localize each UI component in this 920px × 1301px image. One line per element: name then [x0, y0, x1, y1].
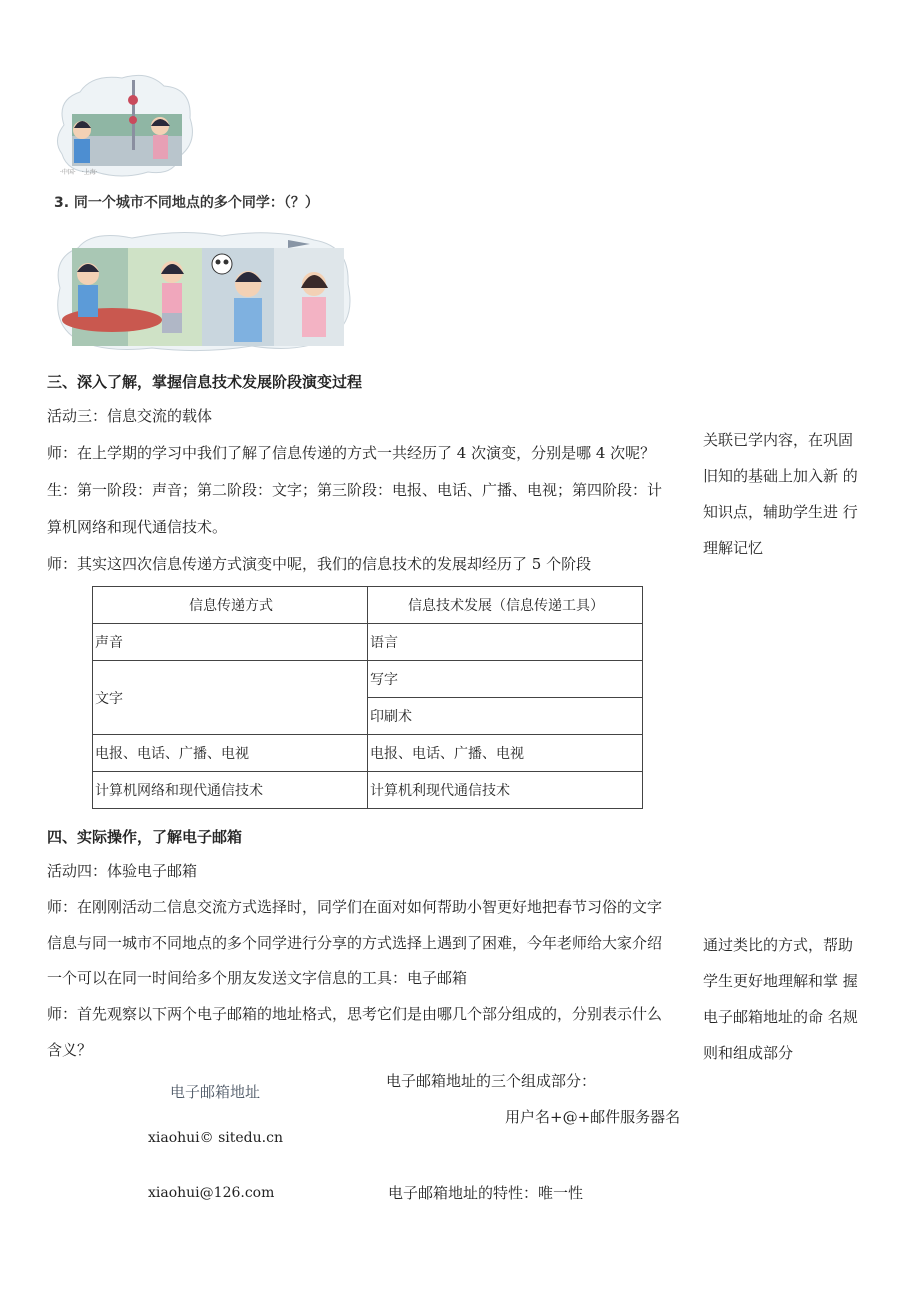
side-note-line: 理解记忆: [703, 539, 764, 557]
section4-paragraph-1b: 信息与同一城市不同地点的多个同学进行分享的方式选择上遇到了困难，今年老师给大家介绍: [47, 934, 663, 952]
section4-paragraph-2b: 含义？: [47, 1041, 93, 1059]
table-cell: 语言: [368, 624, 643, 661]
table-row: [93, 735, 643, 772]
side-note-line: 学生更好地理解和掌 握: [703, 972, 858, 990]
table-cell: 电报、电话、广播、电视: [93, 735, 368, 772]
side-note-line: 通过类比的方式，帮助: [703, 936, 854, 954]
section3-activity: 活动三：信息交流的载体: [47, 407, 213, 425]
section3-paragraph-2b: 算机网络和现代通信技术。: [47, 518, 228, 536]
table-cell: 文字: [93, 661, 368, 735]
section4-activity: 活动四：体验电子邮箱: [47, 862, 198, 880]
info-technology-table: [92, 586, 643, 809]
side-note-1: [703, 422, 873, 566]
table-header: 信息技术发展（信息传递工具）: [368, 587, 643, 624]
table-cell: 印刷术: [368, 698, 643, 735]
section3-paragraph-1: 师：在上学期的学习中我们了解了信息传递的方式一共经历了 4 次演变，分别是哪 4 次呢？: [47, 444, 656, 462]
illustration-landmarks: [52, 70, 200, 180]
email-address-1: xiaohui© sitedu.cn: [148, 1130, 283, 1146]
section3-paragraph-3: 师：其实这四次信息传递方式演变中呢，我们的信息技术的发展却经历了 5 个阶段: [47, 555, 592, 573]
illustration-caption: 3. 同一个城市不同地点的多个同学：（？）: [54, 195, 319, 211]
side-note-line: 电子邮箱地址的命 名规: [703, 1008, 858, 1026]
section4-paragraph-1c: 一个可以在同一时间给多个朋友发送文字信息的工具：电子邮箱: [47, 969, 468, 987]
email-parts-label: 电子邮箱地址的三个组成部分：: [386, 1072, 597, 1090]
svg-text:·中国· ·上海·: ·中国· ·上海·: [60, 169, 98, 176]
side-note-2: [703, 927, 873, 1071]
section4-paragraph-2a: 师：首先观察以下两个电子邮箱的地址格式，思考它们是由哪几个部分组成的，分别表示什么: [47, 1005, 663, 1023]
section3-paragraph-2a: 生：第一阶段：声音；第二阶段：文字；第三阶段：电报、电话、广播、电视；第四阶段：计: [47, 481, 663, 499]
table-cell: 计算机利现代通信技术: [368, 772, 643, 809]
table-row: [93, 772, 643, 809]
table-row: [93, 661, 643, 698]
side-note-line: 则和组成部分: [703, 1044, 794, 1062]
table-cell: 计算机网络和现代通信技术: [93, 772, 368, 809]
email-title: 电子邮箱地址: [170, 1083, 261, 1101]
email-parts-formula: 用户名+@+邮件服务器名: [505, 1108, 681, 1126]
table-cell: 电报、电话、广播、电视: [368, 735, 643, 772]
email-address-2: xiaohui@126.com: [148, 1185, 275, 1201]
email-feature: 电子邮箱地址的特性：唯一性: [388, 1184, 584, 1202]
section4-heading: 四、实际操作，了解电子邮箱: [47, 828, 243, 846]
side-note-line: 关联已学内容，在巩固: [703, 431, 854, 449]
table-header-row: [93, 587, 643, 624]
table-cell: 声音: [93, 624, 368, 661]
side-note-line: 知识点，辅助学生进 行: [703, 503, 858, 521]
illustration-classmates: [52, 228, 354, 352]
table-row: [93, 624, 643, 661]
table-header: 信息传递方式: [93, 587, 368, 624]
section3-heading: 三、深入了解，掌握信息技术发展阶段演变过程: [47, 373, 363, 391]
table-cell: 写字: [368, 661, 643, 698]
side-note-line: 旧知的基础上加入新 的: [703, 467, 858, 485]
section4-paragraph-1a: 师：在刚刚活动二信息交流方式选择时，同学们在面对如何帮助小智更好地把春节习俗的文字: [47, 898, 663, 916]
